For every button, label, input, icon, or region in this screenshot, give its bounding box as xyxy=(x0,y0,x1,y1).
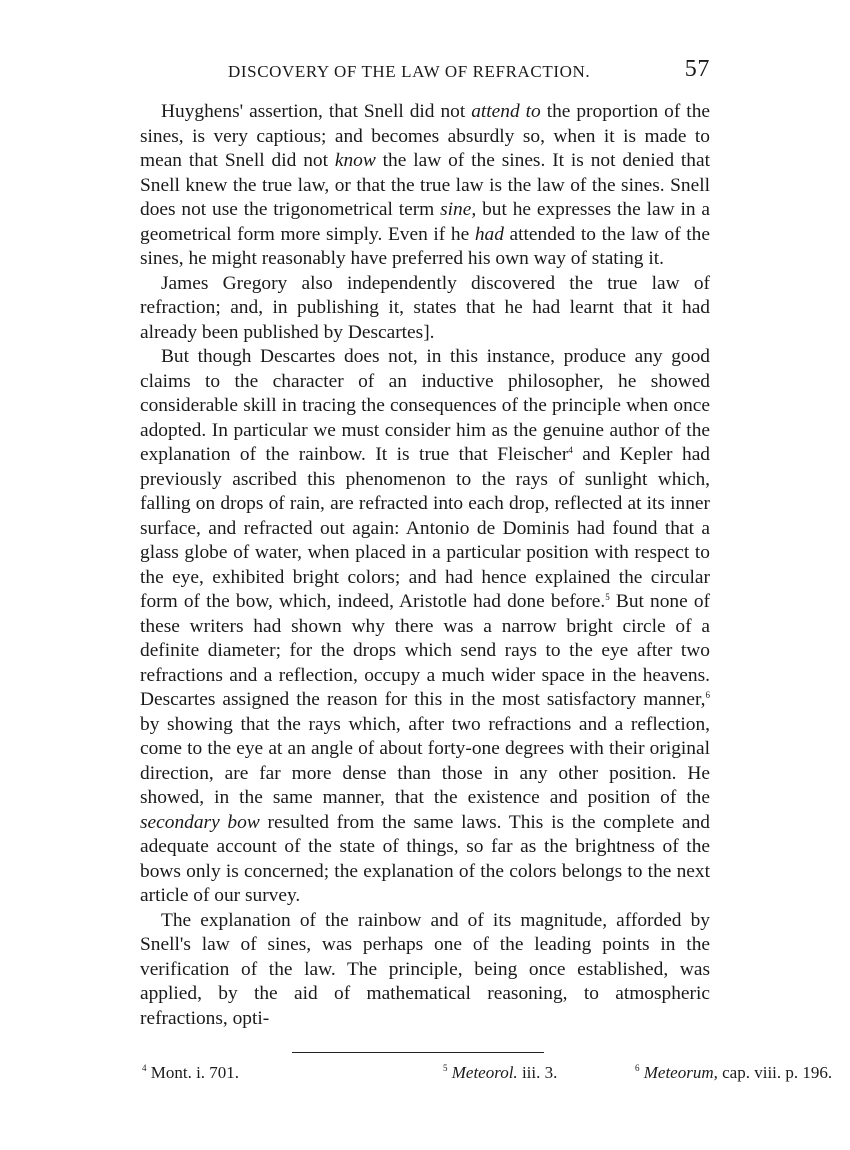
paragraph-3 xyxy=(140,345,710,909)
text-run: James Gregory also independently discovered the true law of refraction; and, in publishing it, states that he had learnt that it had already been published by Descartes]. xyxy=(140,272,710,343)
italic-text: secondary bow xyxy=(140,811,260,833)
body-text xyxy=(140,100,710,1031)
text-run: the proportion of the sines, is very captious; and becomes absurdly so, when it is made to mean that Snell did not xyxy=(140,101,710,171)
paragraph-4 xyxy=(140,909,710,1032)
italic-text: had xyxy=(474,223,504,245)
footnote-4 xyxy=(142,1063,239,1083)
text-run: iii. 3. xyxy=(517,1063,558,1082)
running-header xyxy=(140,58,710,88)
text-run: But though Descartes does not, in this instance, produce any good claims to the character of an inductive philosopher, he showed considerable skill in tracing the consequences of the principle when once adopted. In particular we must consider him as the genuine author of the explanation of the rainbow. It is true that Fleischer xyxy=(140,346,710,465)
footnote-ref: 6 xyxy=(705,690,710,700)
paragraph-2 xyxy=(140,272,710,346)
footnote-ref: 4 xyxy=(568,445,573,455)
footnote-ref: 5 xyxy=(605,592,610,602)
footnote-mark: 4 xyxy=(142,1063,147,1073)
italic-text: Meteorum, xyxy=(643,1063,718,1082)
footnote-mark: 6 xyxy=(635,1063,640,1073)
footnote-rule xyxy=(292,1052,544,1053)
text-run: Mont. i. 701. xyxy=(150,1063,240,1082)
text-run: but he expresses the law in a geometrical form more simply. Even if he xyxy=(140,199,710,245)
italic-text: Meteorol. xyxy=(451,1063,518,1082)
text-run: attended to the law of the sines, he might reasonably have preferred his own way of stating it. xyxy=(140,223,710,269)
italic-text: know xyxy=(334,150,376,171)
text-run: and Kepler had previously ascribed this phenomenon to the rays of sunlight which, falling on drops of rain, are refracted into each drop, reflected at its inner surface, and refracted out again: Antonio de Dominis had found that a glass globe of water, when placed in a particular position with respect to the eye, exhibited bright colors; and had hence explained the circular form of the bow, which, indeed, Aristotle had done before. xyxy=(140,444,710,612)
footnote-5 xyxy=(443,1063,557,1083)
italic-text: sine, xyxy=(440,199,477,220)
running-title: DISCOVERY OF THE LAW OF REFRACTION. xyxy=(228,62,591,81)
text-run: Huyghens' assertion, that Snell did not xyxy=(161,101,472,122)
italic-text: attend to xyxy=(471,101,541,122)
page-number: 57 xyxy=(684,56,710,82)
footnote-6 xyxy=(635,1063,832,1083)
text-run: resulted from the same laws. This is the complete and adequate account of the state of things, so far as the brightness of the bows only is concerned; the explanation of the colors belongs to the next article of our survey. xyxy=(140,811,710,906)
text-run: cap. viii. p. 196. xyxy=(717,1063,833,1082)
footnote-mark: 5 xyxy=(443,1063,448,1073)
text-run: the law of the sines. It is not denied that Snell knew the true law, or that the true law is the law of the sines. Snell does not use the trigonometrical term xyxy=(140,150,710,220)
text-run: The explanation of the rainbow and of its magnitude, afforded by Snell's law of sines, was perhaps one of the leading points in the verification of the law. The principle, being once established, was applied, by the aid of mathematical reasoning, to atmospheric refractions, opti- xyxy=(140,909,710,1029)
footnotes xyxy=(140,1063,833,1087)
text-run: by showing that the rays which, after two refractions and a reflection, come to the eye at an angle of about forty-one degrees with their original direction, are far more dense than those in any other position. He showed, in the same manner, that the existence and position of the xyxy=(140,713,710,808)
text-run: But none of these writers had shown why there was a narrow bright circle of a definite diameter; for the drops which send rays to the eye after two refractions and a reflection, occupy a much wider space in the heavens. Descartes assigned the reason for this in the most satisfactory manner, xyxy=(140,591,711,710)
paragraph-1 xyxy=(140,100,710,272)
